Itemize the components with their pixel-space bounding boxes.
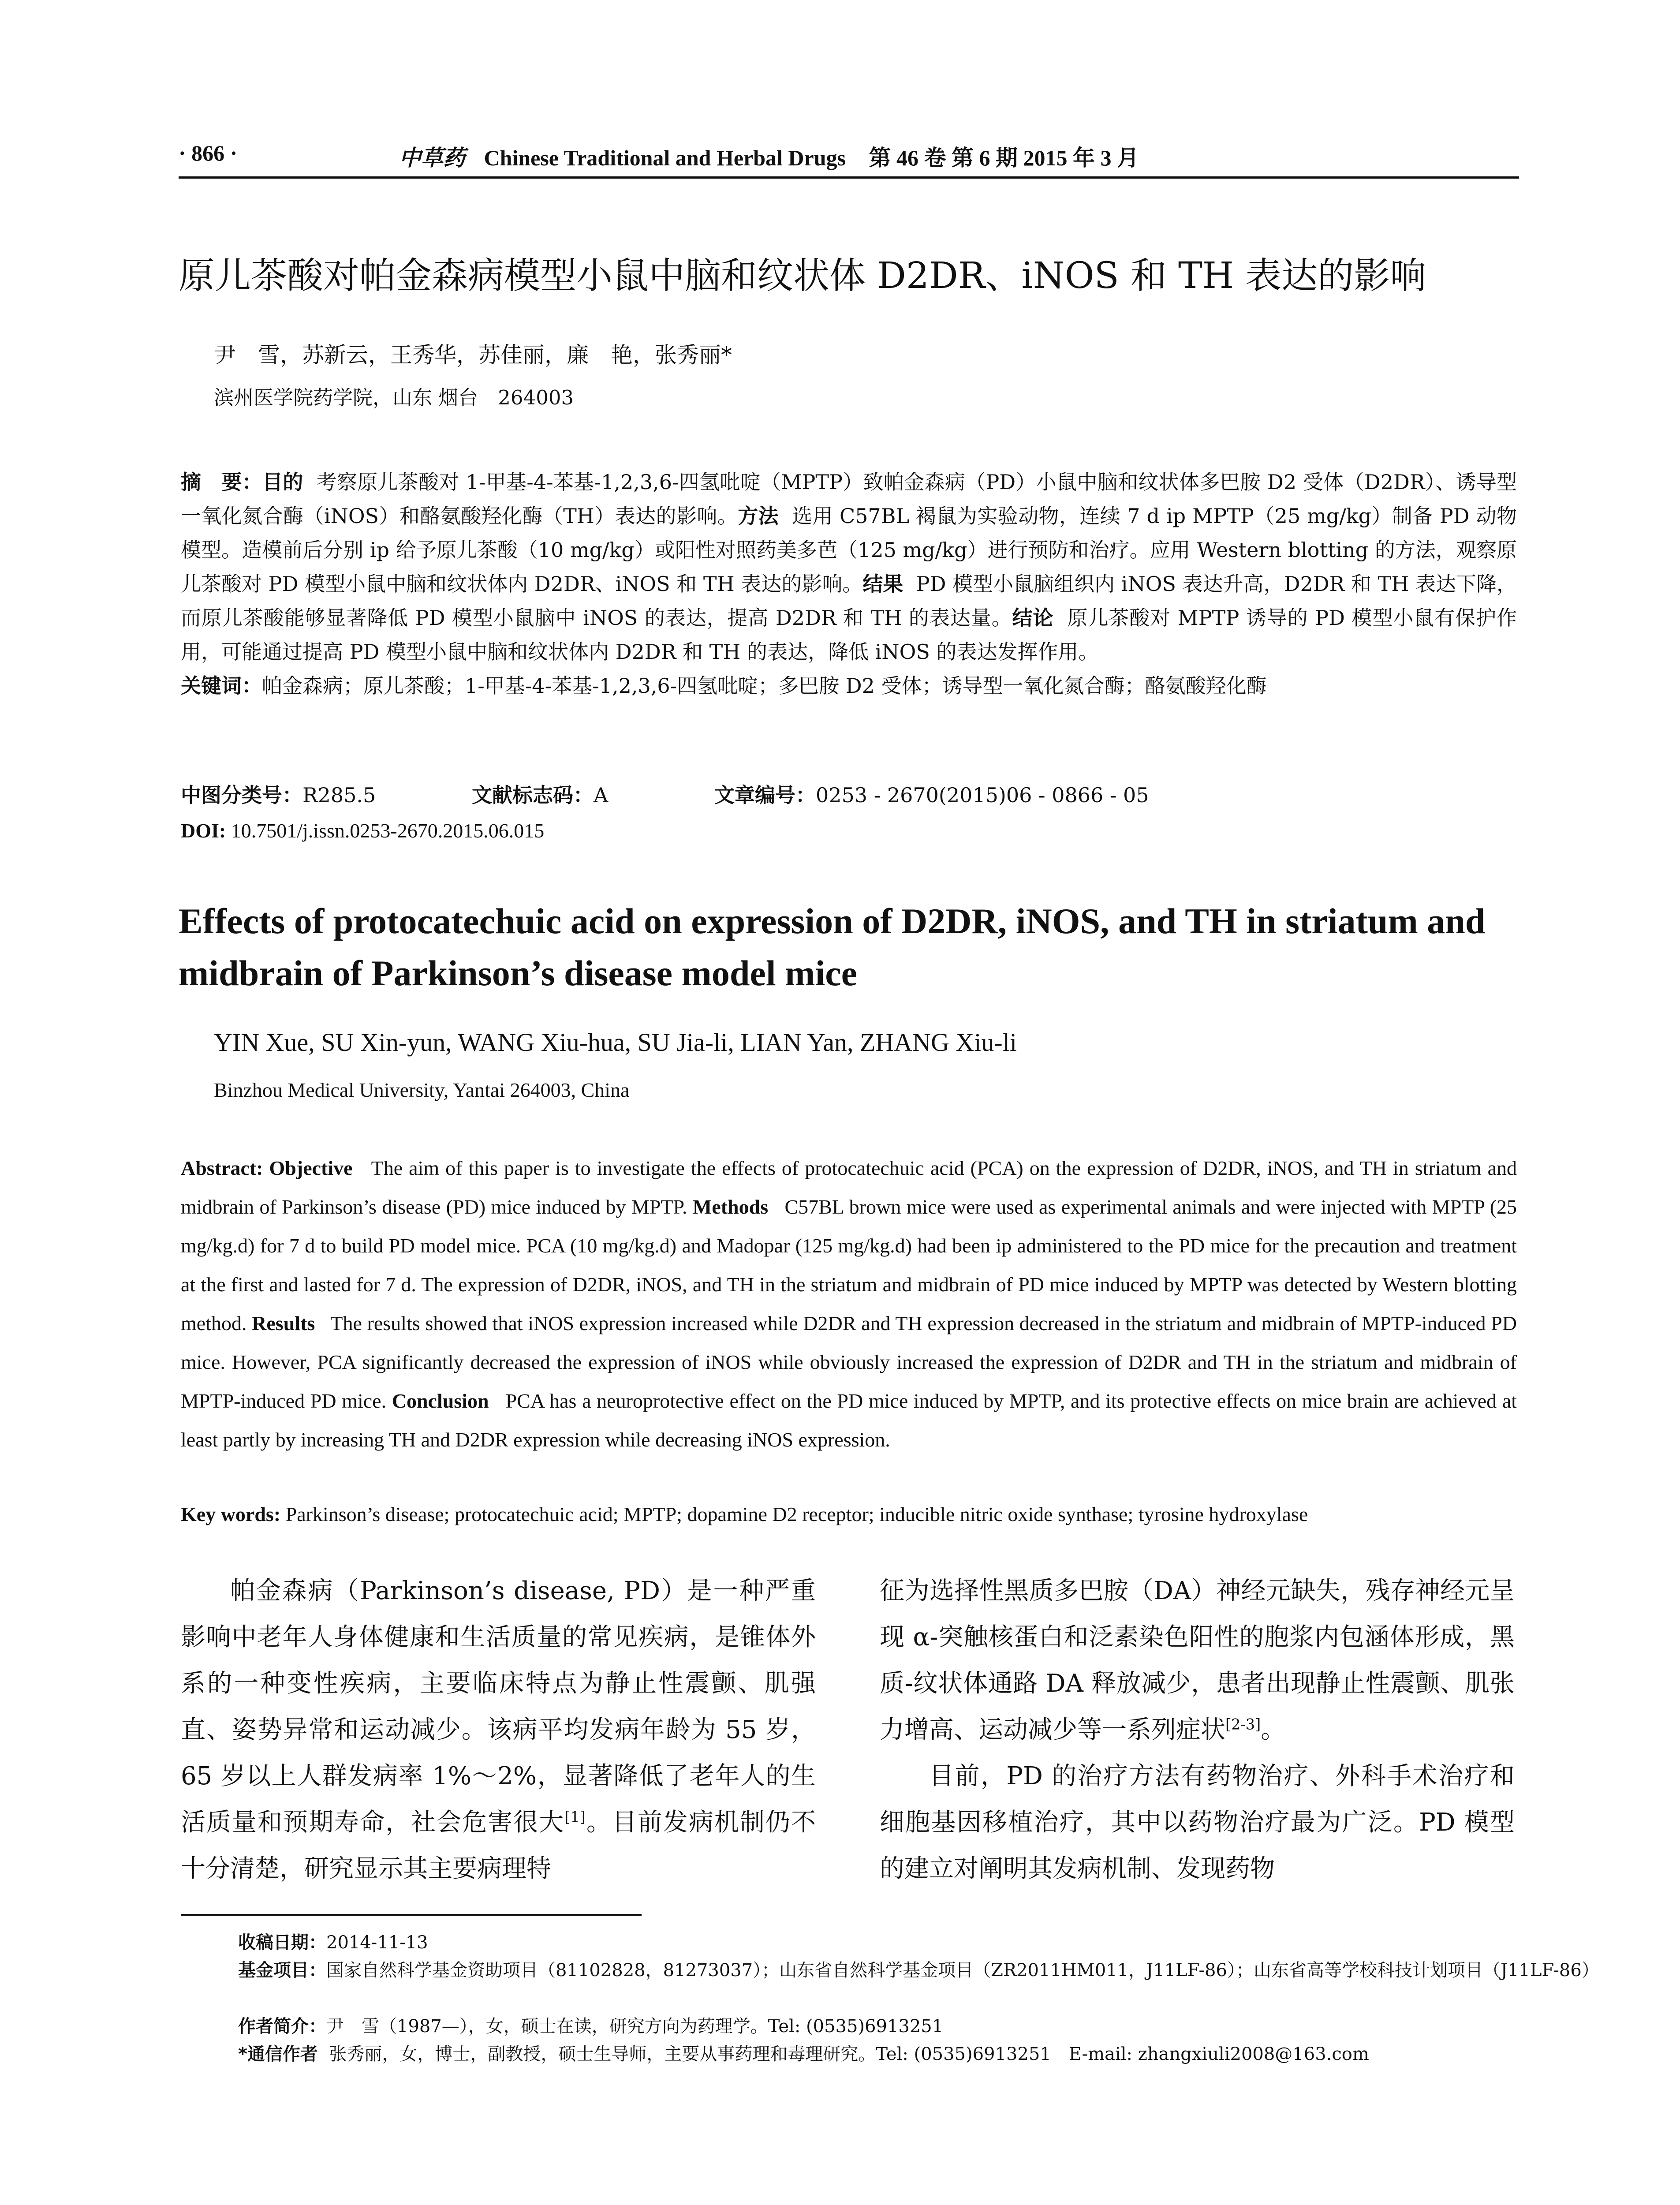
authors-cn: 尹 雪，苏新云，王秀华，苏佳丽，廉 艳，张秀丽*	[214, 342, 732, 368]
keywords-cn	[181, 669, 1517, 703]
keywords-cn-text: 帕金森病；原儿茶酸；1-甲基-4-苯基-1,2,3,6-四氢吡啶；多巴胺 D2 受体；诱导型一氧化氮合酶；酪氨酸羟化酶	[262, 674, 1267, 698]
abstract-en-conclusion-label: Conclusion	[392, 1390, 489, 1412]
abstract-cn-results-label: 结果	[862, 572, 903, 596]
journal-issue: 第 46 卷 第 6 期 2015 年 3 月	[869, 146, 1139, 170]
citation[interactable]: [2-3]	[1225, 1715, 1261, 1733]
abstract-en-objective: The aim of this paper is to investigate the effects of protocatechuic acid (PCA) on the expression of D2DR, iNOS, and TH in striatum and midbrain of Parkinson’s disease (PD) mice induced by MPTP.	[181, 1157, 1517, 1218]
article-no-value: 0253 - 2670(2015)06 - 0866 - 05	[816, 783, 1149, 807]
abstract-cn-label: 摘 要：	[181, 470, 263, 494]
abstract-cn-objective: 考察原儿茶酸对 1-甲基-4-苯基-1,2,3,6-四氢吡啶（MPTP）致帕金森病（PD）小鼠中脑和纹状体多巴胺 D2 受体（D2DR）、诱导型一氧化氮合酶（iNOS）和酪氨酸羟化酶（TH）表达的影响。	[181, 470, 1517, 528]
header-rule	[179, 176, 1519, 179]
abstract-cn-objective-label: 目的	[262, 470, 303, 494]
abstract-en-conclusion: PCA has a neuroprotective effect on the PD mice induced by MPTP, and its protective effects on mice brain are achieved at least partly by increasing TH and D2DR expression while decreasing iNOS expression.	[181, 1390, 1517, 1451]
abstract-en-methods-label: Methods	[692, 1196, 769, 1218]
footnote-received	[238, 1929, 1517, 1956]
doc-code-label: 文献标志码：	[472, 783, 594, 807]
classification-line	[181, 778, 1149, 812]
citation[interactable]: [1]	[564, 1808, 586, 1826]
body-text: 征为选择性黑质多巴胺（DA）神经元缺失，残存神经元呈现 α-突触核蛋白和泛素染色阳性的胞浆内包涵体形成，黑质-纹状体通路 DA 释放减少，患者出现静止性震颤、肌张力增高、运动减少等一系列症状	[880, 1577, 1515, 1744]
journal-logo-cn: 中草药	[399, 146, 465, 170]
abstract-en-methods: C57BL brown mice were used as experimental animals and were injected with MPTP (25 mg/kg.d) for 7 d to build PD model mice. PCA (10 mg/kg.d) and Madopar (125 mg/kg.d) had been ip administered to the PD mice for the precaution and treatment at the first and lasted for 7 d. The expression of D2DR, iNOS, and TH in the striatum and midbrain of PD mice induced by MPTP was detected by Western blotting method.	[181, 1196, 1517, 1334]
doi-line	[181, 814, 544, 848]
keywords-en-label: Key words:	[181, 1503, 281, 1525]
keywords-cn-label: 关键词：	[181, 674, 262, 698]
corr-text: 张秀丽，女，博士，副教授，硕士生导师，主要从事药理和毒理研究。Tel: (0535)6913251 E-mail: zhangxiuli2008@163.com	[329, 2044, 1369, 2064]
title-cn: 原儿茶酸对帕金森病模型小鼠中脑和纹状体 D2DR、iNOS 和 TH 表达的影响	[179, 255, 1426, 297]
abstract-cn-conclusion-label: 结论	[1012, 606, 1054, 630]
received-date: 2014-11-13	[326, 1932, 428, 1953]
body-paragraph	[880, 1753, 1515, 1892]
keywords-en	[181, 1495, 1517, 1534]
author-text: 尹 雪（1987—），女，硕士在读，研究方向为药理学。Tel: (0535)6913251	[326, 2016, 944, 2037]
abstract-cn	[181, 465, 1517, 703]
clc-label: 中图分类号：	[181, 783, 302, 807]
journal-name-en: Chinese Traditional and Herbal Drugs	[484, 146, 846, 170]
abstract-cn-methods-label: 方法	[738, 504, 779, 528]
footnote-fund	[238, 1957, 1607, 1984]
body-paragraph	[880, 1568, 1515, 1753]
abstract-en	[181, 1149, 1517, 1459]
fund-label: 基金项目：	[238, 1960, 326, 1981]
keywords-en-text: Parkinson’s disease; protocatechuic acid; MPTP; dopamine D2 receptor; inducible nitric oxide synthase; tyrosine hydroxylase	[285, 1503, 1308, 1525]
doi-value: 10.7501/j.issn.0253-2670.2015.06.015	[231, 819, 545, 842]
received-label: 收稿日期：	[238, 1932, 326, 1953]
body-text: 。	[1261, 1715, 1286, 1744]
affiliation-cn: 滨州医学院药学院，山东 烟台 264003	[214, 386, 574, 409]
page-number: · 866 ·	[179, 141, 238, 165]
journal-info	[399, 140, 1139, 172]
corr-label: *通信作者	[238, 2044, 318, 2064]
article-no-label: 文章编号：	[714, 783, 816, 807]
doi-label: DOI:	[181, 819, 226, 842]
abstract-en-results-label: Results	[252, 1312, 315, 1334]
author-label: 作者简介：	[238, 2016, 326, 2037]
clc-value: R285.5	[302, 783, 376, 807]
fund-text: 国家自然科学基金资助项目（81102828，81273037）；山东省自然科学基金项目（ZR2011HM011，J11LF-86）；山东省高等学校科技计划项目（J11LF-86）	[326, 1960, 1599, 1981]
body-text: 目前，PD 的治疗方法有药物治疗、外科手术治疗和细胞基因移植治疗，其中以药物治疗最为广泛。PD 模型的建立对阐明其发病机制、发现药物	[880, 1762, 1515, 1883]
authors-en: YIN Xue, SU Xin-yun, WANG Xiu-hua, SU Jia-li, LIAN Yan, ZHANG Xiu-li	[214, 1028, 1017, 1057]
doc-code-value: A	[594, 783, 609, 807]
body-text: 帕金森病（Parkinson’s disease, PD）是一种严重影响中老年人身体健康和生活质量的常见疾病，是锥体外系的一种变性疾病，主要临床特点为静止性震颤、肌强直、姿势异常和运动减少。该病平均发病年龄为 55 岁，65 岁以上人群发病率 1%～2%，显著降低了老年人的生活质量和预期寿命，社会危害很大	[181, 1577, 816, 1837]
body-text: 。目前发病机制仍不十分清楚，研究显示其主要病理特	[181, 1808, 816, 1883]
abstract-en-results: The results showed that iNOS expression increased while D2DR and TH expression decreased in the striatum and midbrain of MPTP-induced PD mice. However, PCA significantly decreased the expression of iNOS while obviously increased the expression of D2DR and TH in the striatum and midbrain of MPTP-induced PD mice.	[181, 1312, 1517, 1412]
running-header	[179, 140, 1519, 176]
affiliation-en: Binzhou Medical University, Yantai 264003, China	[214, 1079, 630, 1101]
body-paragraph	[181, 1568, 816, 1892]
footnote-corresponding	[238, 2041, 1517, 2067]
title-en: Effects of protocatechuic acid on expression of D2DR, iNOS, and TH in striatum and midbrain of Parkinson’s disease model mice	[179, 901, 1486, 993]
abstract-cn-conclusion: 原儿茶酸对 MPTP 诱导的 PD 模型小鼠有保护作用，可能通过提高 PD 模型小鼠中脑和纹状体内 D2DR 和 TH 的表达，降低 iNOS 的表达发挥作用。	[181, 606, 1517, 664]
footnote-rule	[181, 1914, 642, 1916]
abstract-cn-methods: 选用 C57BL 褐鼠为实验动物，连续 7 d ip MPTP（25 mg/kg）制备 PD 动物模型。造模前后分别 ip 给予原儿茶酸（10 mg/kg）或阳性对照药美多芭（125 mg/kg）进行预防和治疗。应用 Western blotting 的方法，观察原儿茶酸对 PD 模型小鼠中脑和纹状体内 D2DR、iNOS 和 TH 表达的影响。	[181, 504, 1517, 596]
abstract-cn-results: PD 模型小鼠脑组织内 iNOS 表达升高，D2DR 和 TH 表达下降，而原儿茶酸能够显著降低 PD 模型小鼠脑中 iNOS 的表达，提高 D2DR 和 TH 的表达量。	[181, 572, 1517, 630]
footnote-author	[238, 2013, 1517, 2040]
body-column-right	[880, 1568, 1515, 1892]
body-column-left	[181, 1568, 816, 1892]
abstract-en-label: Abstract: Objective	[181, 1157, 353, 1179]
